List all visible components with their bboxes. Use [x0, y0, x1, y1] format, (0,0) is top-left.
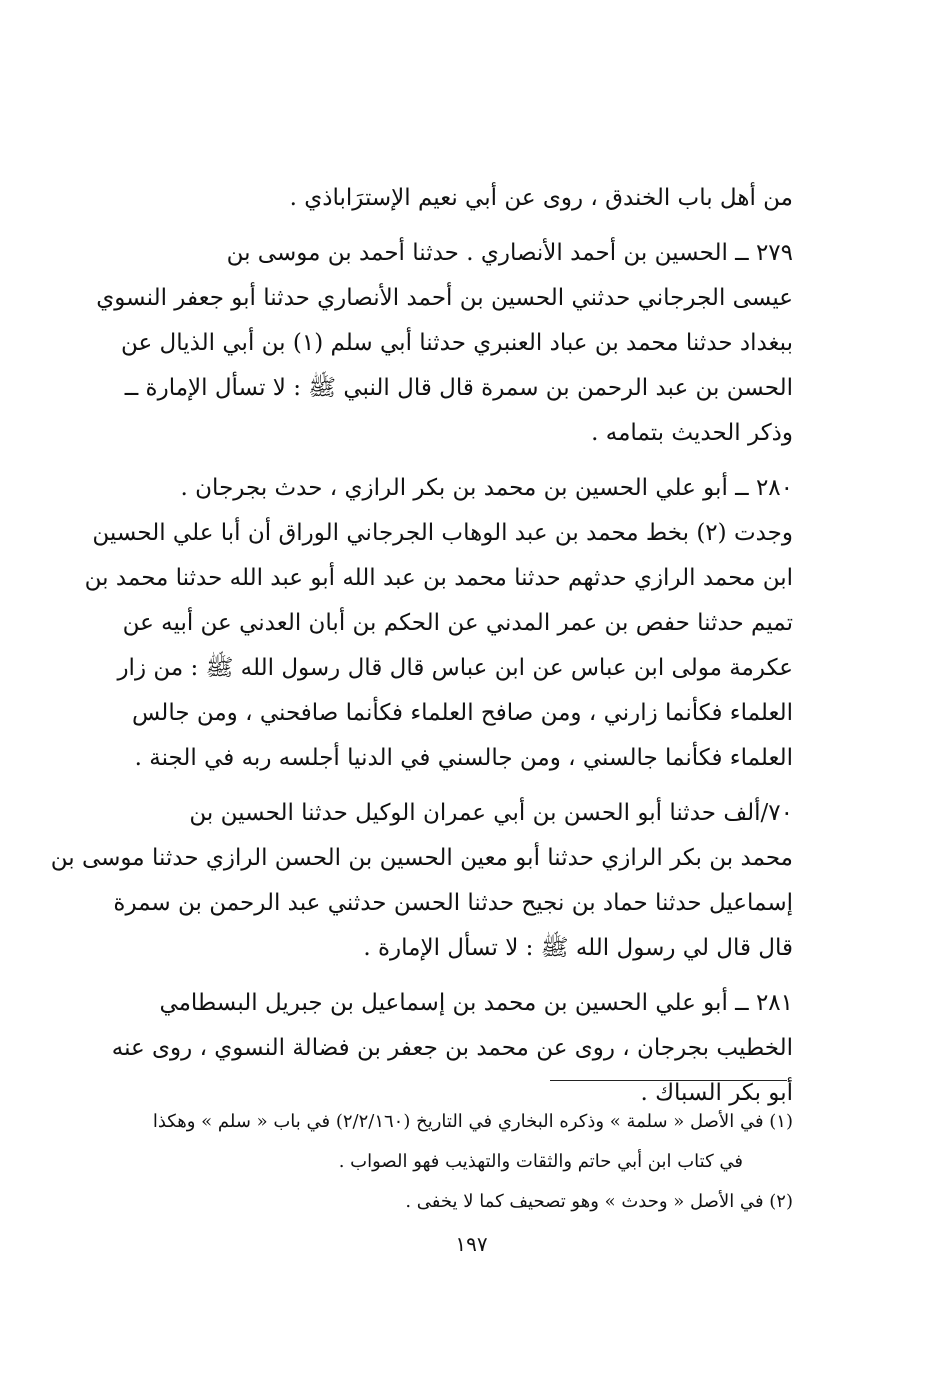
text-line: عكرمة مولى ابن عباس عن ابن عباس قال قال رسول الله ﷺ : من زار: [117, 655, 793, 681]
text-line: أبو بكر السباك .: [640, 1080, 793, 1106]
text-line: قال قال لي رسول الله ﷺ : لا تسأل الإمارة .: [363, 935, 793, 961]
footnote-1: (١) في الأصل « سلمة » وذكره البخاري في التاريخ (٢/٢/١٦٠) في باب « سلم » وهكذا: [152, 1111, 793, 1132]
text-line: ٢٨٠ ــ أبو علي الحسين بن محمد بن بكر الرازي ، حدث بجرجان .: [180, 475, 793, 501]
text-line: العلماء فكأنما زارني ، ومن صافح العلماء فكأنما صافحني ، ومن جالس: [131, 700, 793, 726]
text-line: تميم حدثنا حفص بن عمر المدني عن الحكم بن أبان العدني عن أبيه عن: [122, 610, 793, 636]
text-line: من أهل باب الخندق ، روى عن أبي نعيم الإسترَاباذي .: [289, 185, 793, 211]
text-line: ٢٨١ ــ أبو علي الحسين بن محمد بن إسماعيل بن جبريل البسطامي: [159, 990, 793, 1016]
text-line: عيسى الجرجاني حدثني الحسين بن أحمد الأنصاري حدثنا أبو جعفر النسوي: [96, 285, 793, 311]
paragraph: [136, 176, 793, 221]
text-line: الحسن بن عبد الرحمن بن سمرة قال قال النبي ﷺ : لا تسأل الإمارة ــ: [124, 375, 793, 401]
footnote-divider: [550, 1080, 787, 1081]
paragraph: [111, 981, 793, 1116]
text-line: ٢٧٩ ــ الحسين بن أحمد الأنصاري . حدثنا أحمد بن موسى بن: [226, 240, 793, 266]
footnote-1-continuation: في كتاب ابن أبي حاتم والثقات والتهذيب فهو الصواب .: [338, 1151, 743, 1172]
text-line: محمد بن بكر الرازي حدثنا أبو معين الحسين بن الحسن الرازي حدثنا موسى بن: [50, 845, 793, 871]
text-line: إسماعيل حدثنا حماد بن نجيح حدثنا الحسن حدثني عبد الرحمن بن سمرة: [113, 890, 793, 916]
text-line: وجدت (٢) بخط محمد بن عبد الوهاب الجرجاني الوراق أن أبا علي الحسين: [92, 520, 793, 546]
paragraph: [96, 231, 793, 456]
paragraph: [50, 791, 793, 971]
footnote-2: (٢) في الأصل « وحدث » وهو تصحيف كما لا يخفى .: [405, 1191, 793, 1212]
text-line: ببغداد حدثنا محمد بن عباد العنبري حدثنا أبي سلم (١) بن أبي الذيال عن: [120, 330, 793, 356]
main-text: [50, 176, 793, 1116]
text-line: وذكر الحديث بتمامه .: [591, 420, 793, 446]
text-line: الخطيب بجرجان ، روى عن محمد بن جعفر بن فضالة النسوي ، روى عنه: [111, 1035, 793, 1061]
text-line: ابن محمد الرازي حدثهم حدثنا محمد بن عبد الله أبو عبد الله حدثنا محمد بن: [84, 565, 793, 591]
paragraph: [84, 466, 793, 781]
page-number: ١٩٧: [455, 1232, 488, 1256]
text-line: العلماء فكأنما جالسني ، ومن جالسني في الدنيا أجلسه ربه في الجنة .: [134, 745, 793, 771]
text-line: ٧٠/ألف حدثنا أبو الحسن بن أبي عمران الوكيل حدثنا الحسين بن: [189, 800, 793, 826]
footnotes: [136, 1102, 793, 1222]
